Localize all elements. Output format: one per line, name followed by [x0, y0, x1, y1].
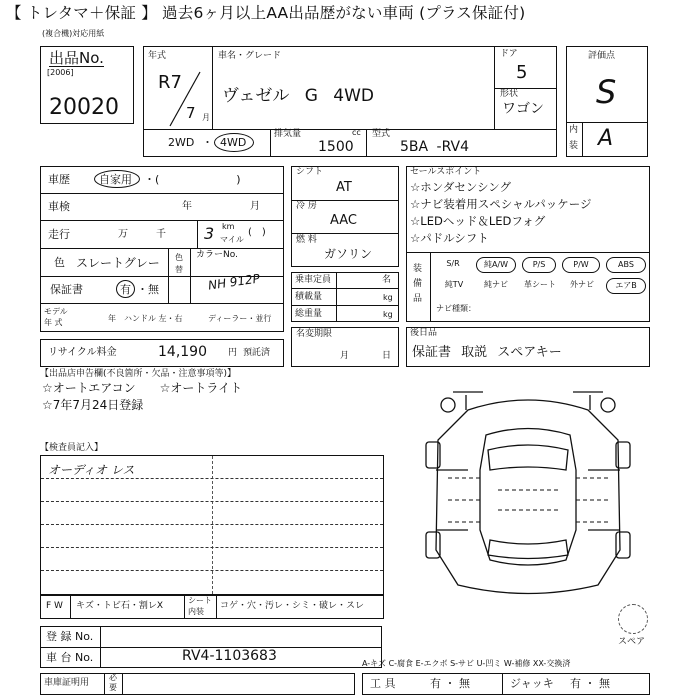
warranty-circled: 有 [120, 283, 131, 296]
aircon-label: 冷 房 [296, 201, 317, 211]
score-label: 評価点 [588, 51, 616, 61]
fuel-value: ガソリン [324, 247, 373, 261]
back-parts-label: 後日品 [410, 328, 438, 338]
colorno-value: NH 912P [207, 271, 261, 293]
equip-label-2: 備 [413, 279, 423, 289]
color-label: 色 [54, 256, 65, 269]
recycle-note: 預託済 [243, 348, 271, 358]
load-label: 積載量 [295, 292, 323, 302]
mileage-mile: マイル [220, 235, 244, 244]
sales-point-2: ☆ナビ装着用スペシャルパッケージ [410, 197, 592, 211]
warranty-label: 保証書 [50, 283, 83, 296]
equip-aw: 純A/W [476, 257, 516, 273]
drive-sep: ・ [202, 136, 213, 149]
fw-legend-2: コゲ・穴・汚レ・シミ・破レ・スレ [220, 601, 365, 611]
sales-point-1: ☆ホンダセンシング [410, 180, 512, 194]
fuel-label: 燃 料 [296, 235, 317, 245]
spare-label: スペア [618, 637, 646, 647]
history-circled: 自家用 [99, 173, 132, 186]
cert-c1: 必 [109, 673, 117, 682]
shaken-month: 月 [250, 201, 260, 212]
interior-label-1: 内 [569, 125, 579, 135]
equip-label-3: 品 [413, 294, 423, 304]
equip-ext-navi: 外ナビ [570, 280, 594, 289]
cert-c2: 要 [109, 683, 117, 692]
lot-box [40, 46, 134, 124]
back-parts-value: 保証書 取説 スペアキー [412, 345, 562, 360]
sales-point-4: ☆パドルシフト [410, 231, 489, 245]
equip-abs: ABS [606, 257, 646, 273]
drive-four: 4WD [220, 136, 247, 149]
color-change-1: 色 [175, 253, 183, 262]
year-label: 年式 [148, 51, 167, 61]
interior-label-2: 装 [569, 141, 579, 151]
listing-note-2: ☆7年7月24日登録 [42, 398, 144, 412]
equip-tv: 純TV [444, 280, 464, 289]
weight-unit: kg [383, 310, 393, 319]
mileage-label: 走行 [48, 228, 70, 241]
name-change-day: 日 [382, 351, 392, 361]
color-value: スレートグレー [76, 256, 160, 270]
model-year-year: 年 [108, 314, 116, 323]
doors-value: 5 [516, 62, 528, 83]
chassis-label: 車 台 No. [46, 651, 94, 664]
sub-note: (複合機)対応用紙 [42, 29, 105, 38]
displacement-value: 1500 [318, 139, 354, 155]
recycle-unit: 円 [228, 348, 238, 358]
lot-label: 出品No. [49, 49, 104, 67]
equip-ps: P/S [522, 257, 556, 273]
history-rest: ・( ) [144, 173, 241, 186]
capacity-unit: 名 [382, 275, 392, 285]
type-label: 型式 [372, 129, 391, 139]
name-change-month: 月 [340, 351, 350, 361]
displacement-unit: cc [352, 128, 361, 137]
page-banner: 【 トレタマ＋保証 】 過去6ヶ月以上AA出品歴がない車両 (プラス保証付) [6, 4, 526, 22]
tools-label: 工 具 [370, 677, 396, 690]
model-year-dealer: ディーラー・並行 [208, 314, 272, 323]
spare-tire-icon [618, 604, 648, 634]
mileage-km: km [222, 222, 235, 231]
weight-label: 総重量 [295, 309, 323, 319]
equip-leather: 革シート [524, 280, 556, 289]
sales-points-label: セールスポイント [410, 167, 482, 177]
shape-value: ワゴン [502, 101, 544, 117]
registration-label: 登 録 No. [46, 630, 94, 643]
warranty-rest: ・無 [137, 283, 159, 296]
details-block [40, 166, 284, 332]
model-year-label-1: モデル [44, 307, 68, 316]
score-value: S [596, 73, 617, 111]
drive-two: 2WD [168, 136, 195, 149]
capacity-label: 乗車定員 [295, 275, 332, 285]
displacement-label: 排気量 [274, 129, 302, 139]
history-label: 車歴 [48, 173, 70, 186]
navi-type-label: ナビ種類： [436, 304, 476, 313]
model-year-handle: ハンドル 左・右 [124, 314, 183, 323]
car-damage-diagram [408, 380, 648, 605]
equip-navi: 純ナビ [484, 280, 508, 289]
listing-notes-label: 【出品店申告欄(不良箇所・欠品・注意事項等)】 [40, 369, 237, 379]
damage-legend: A-キズ C-腐食 E-エクボ S-サビ U-凹ミ W-補修 XX-交換済 [362, 659, 571, 668]
type-value: 5BA -RV4 [400, 139, 470, 155]
colorno-label: カラーNo. [196, 250, 238, 260]
model-name-value: ヴェゼル G 4WD [222, 86, 375, 106]
jack-value: 有 ・ 無 [570, 677, 610, 690]
year-era: R7 [158, 72, 182, 93]
jack-label: ジャッキ [510, 677, 554, 690]
year-month-unit: 月 [202, 113, 210, 122]
mileage-sen: 千 [156, 229, 166, 240]
shaken-year: 年 [182, 201, 192, 212]
equip-label-1: 装 [413, 264, 423, 274]
listing-note-1: ☆オートエアコン ☆オートライト [42, 381, 243, 395]
shaken-label: 車検 [48, 200, 70, 213]
color-change-2: 替 [175, 265, 183, 274]
fw-legend: キズ・トビ石・割レX [76, 601, 163, 611]
doors-label: ドア [500, 49, 518, 59]
mileage-paren: ( ) [248, 227, 266, 238]
interior-value: A [598, 126, 614, 151]
fw-sheet-2: 内装 [188, 607, 204, 616]
model-year-label-2: 年 式 [44, 318, 63, 327]
sales-point-3: ☆LEDヘッド＆LEDフォグ [410, 214, 546, 228]
name-change-label: 名変期限 [296, 329, 333, 339]
mileage-value: 3 [204, 224, 215, 243]
shift-value: AT [336, 180, 352, 195]
equip-pw: P/W [562, 257, 600, 273]
model-name-label: 車名・グレード [218, 51, 282, 61]
inspector-note: オーディオ レス [48, 463, 135, 477]
fw-label: F W [46, 601, 63, 611]
recycle-label: リサイクル料金 [48, 347, 117, 358]
load-unit: kg [383, 293, 393, 302]
year-month: 7 [186, 104, 196, 122]
lot-code: [2006] [47, 68, 74, 77]
inspector-label: 【検査員記入】 [40, 443, 104, 453]
equip-sr: S/R [446, 259, 460, 268]
fw-sheet-1: シート [188, 596, 212, 605]
cert-label: 車庫証明用 [44, 678, 90, 688]
aircon-value: AAC [330, 213, 357, 228]
lot-number: 20020 [49, 95, 119, 120]
recycle-value: 14,190 [158, 344, 207, 360]
mileage-man: 万 [118, 229, 128, 240]
chassis-value: RV4-1103683 [182, 648, 277, 664]
shape-label: 形状 [500, 89, 519, 99]
tools-value: 有 ・ 無 [430, 677, 470, 690]
equip-airbag: エアB [606, 278, 646, 294]
shift-label: シフト [296, 167, 324, 177]
